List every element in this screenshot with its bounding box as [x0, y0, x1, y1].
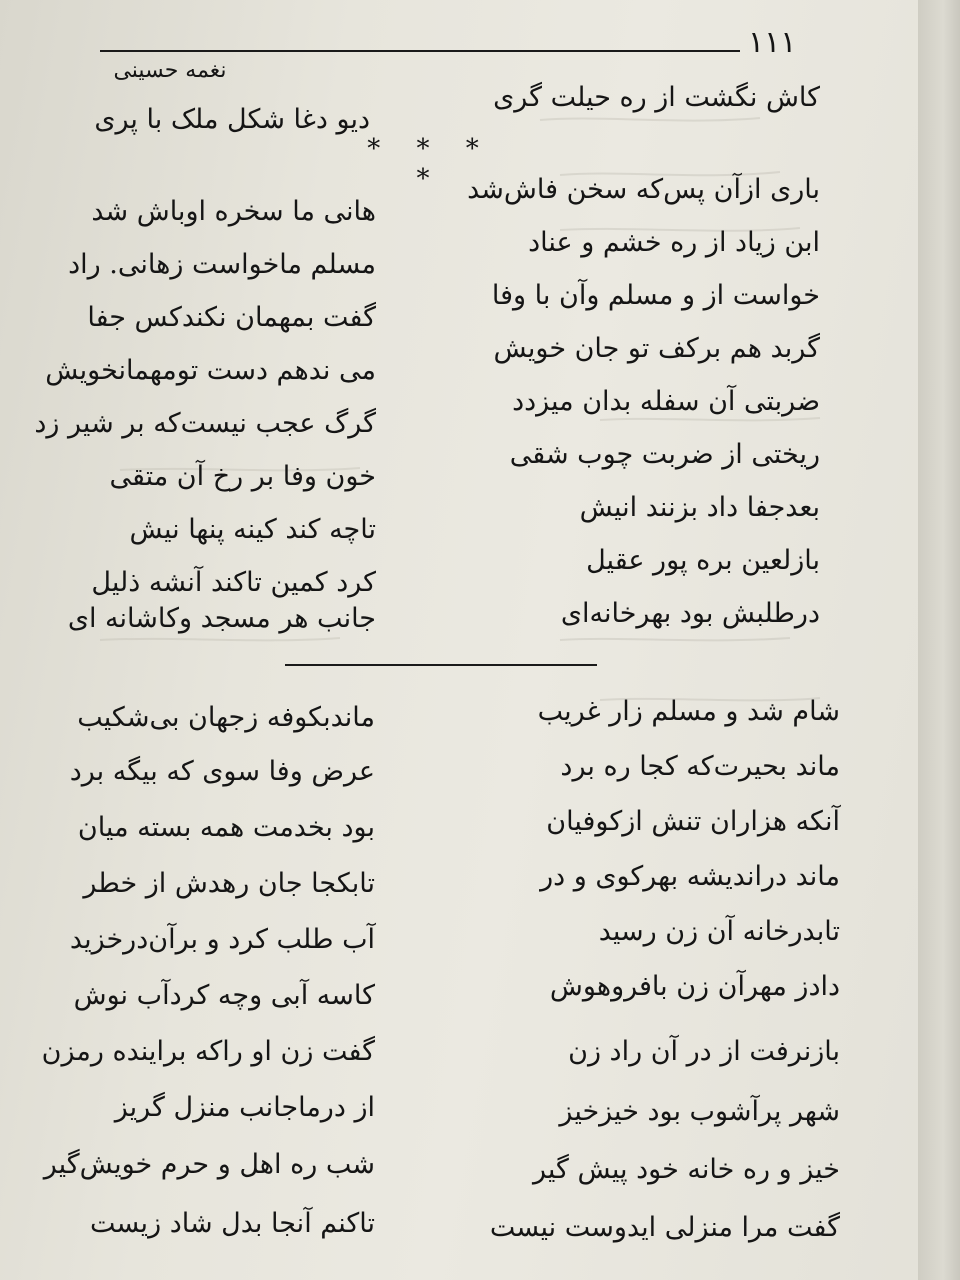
verse-left-1-3: گفت بمهمان نکندکس جفا [87, 302, 376, 333]
verse-right-1-6: ریختی از ضربت چوب شقی [509, 439, 820, 470]
verse-left-1-8: کرد کمین تاکند آنشه ذلیل [91, 567, 376, 598]
verse-left-2-8: از درماجانب منزل گریز [114, 1092, 375, 1123]
verse-left-1-5: گرگ عجب نیست‌که بر شیر زد [34, 408, 376, 439]
verse-left-2-4: تابکجا جان رهدش از خطر [83, 868, 375, 899]
verse-left-1-9: جانب هر مسجد وکاشانه ای [67, 603, 376, 634]
verse-right-2-5: تابدرخانه آن زن رسید [598, 916, 840, 947]
verse-left-2-5: آب طلب کرد و برآن‌درخزید [69, 924, 375, 955]
verse-left-2-7: گفت زن او راکه براینده رمزن [41, 1036, 375, 1067]
verse-right-1-9: درطلبش بود بهرخانه‌ای [560, 598, 820, 629]
verse-left-1-1: هانی ما سخره اوباش شد [91, 196, 376, 227]
verse-right-1-4: گربد هم برکف تو جان خویش [493, 333, 820, 364]
page-number: ۱۱۱ [748, 25, 797, 60]
page-edge [918, 0, 960, 1280]
verse-left-top-1: دیو دغا شکل ملک با پری [94, 104, 370, 135]
section-rule [285, 664, 597, 666]
verse-right-1-3: خواست از و مسلم وآن با وفا [491, 280, 820, 311]
verse-left-2-10: تاکنم آنجا بدل شاد زیست [89, 1208, 375, 1239]
verse-left-1-7: تاچه کند کینه پنها نیش [129, 514, 376, 545]
verse-left-2-9: شب ره اهل و حرم خویش‌گیر [43, 1149, 375, 1180]
verse-left-2-3: بود بخدمت همه بسته میان [77, 812, 375, 843]
verse-right-2-6: دادز مهرآن زن بافروهوش [549, 971, 840, 1002]
stars-separator: * * * * [367, 134, 493, 194]
verse-right-top-1: کاش نگشت از ره حیلت گری [493, 82, 820, 113]
verse-left-1-2: مسلم ماخواست زهانی. راد [68, 249, 376, 280]
verse-right-2-9: خیز و ره خانه خود پیش گیر [532, 1154, 840, 1185]
verse-right-2-2: ماند بحیرت‌که کجا ره برد [560, 751, 840, 782]
verse-right-1-1: باری ازآن پس‌که سخن فاش‌شد [467, 174, 820, 205]
header-rule [100, 50, 740, 52]
verse-right-2-10: گفت مرا منزلی ایدوست نیست [489, 1212, 840, 1243]
verse-left-1-4: می ندهم دست تومهمانخویش [45, 355, 376, 386]
verse-left-2-1: ماندبکوفه زجهان بی‌شکیب [77, 702, 375, 733]
verse-right-1-7: بعدجفا داد بزنند انیش [579, 492, 820, 523]
verse-right-2-4: ماند درانديشه بهرکوی و در [540, 861, 840, 892]
verse-right-2-8: شهر پرآشوب بود خیزخیز [559, 1096, 840, 1127]
verse-left-1-6: خون وفا بر رخ آن متقی [109, 461, 376, 492]
verse-right-1-5: ضربتی آن سفله بدان میزدد [512, 386, 820, 417]
verse-left-2-6: کاسه آبی وچه کردآب نوش [73, 980, 375, 1011]
running-title: نغمه حسینی [113, 58, 227, 83]
verse-right-1-2: ابن زیاد از ره خشم و عناد [528, 227, 820, 258]
verse-right-2-1: شام شد و مسلم زار غریب [537, 696, 840, 727]
verse-right-2-3: آنکه هزاران تنش ازکوفیان [546, 806, 840, 837]
verse-right-1-8: بازلعین بره پور عقیل [586, 545, 820, 576]
verse-left-2-2: عرض وفا سوی که بیگه برد [69, 756, 375, 787]
verse-right-2-7: بازنرفت از در آن راد زن [568, 1036, 840, 1067]
